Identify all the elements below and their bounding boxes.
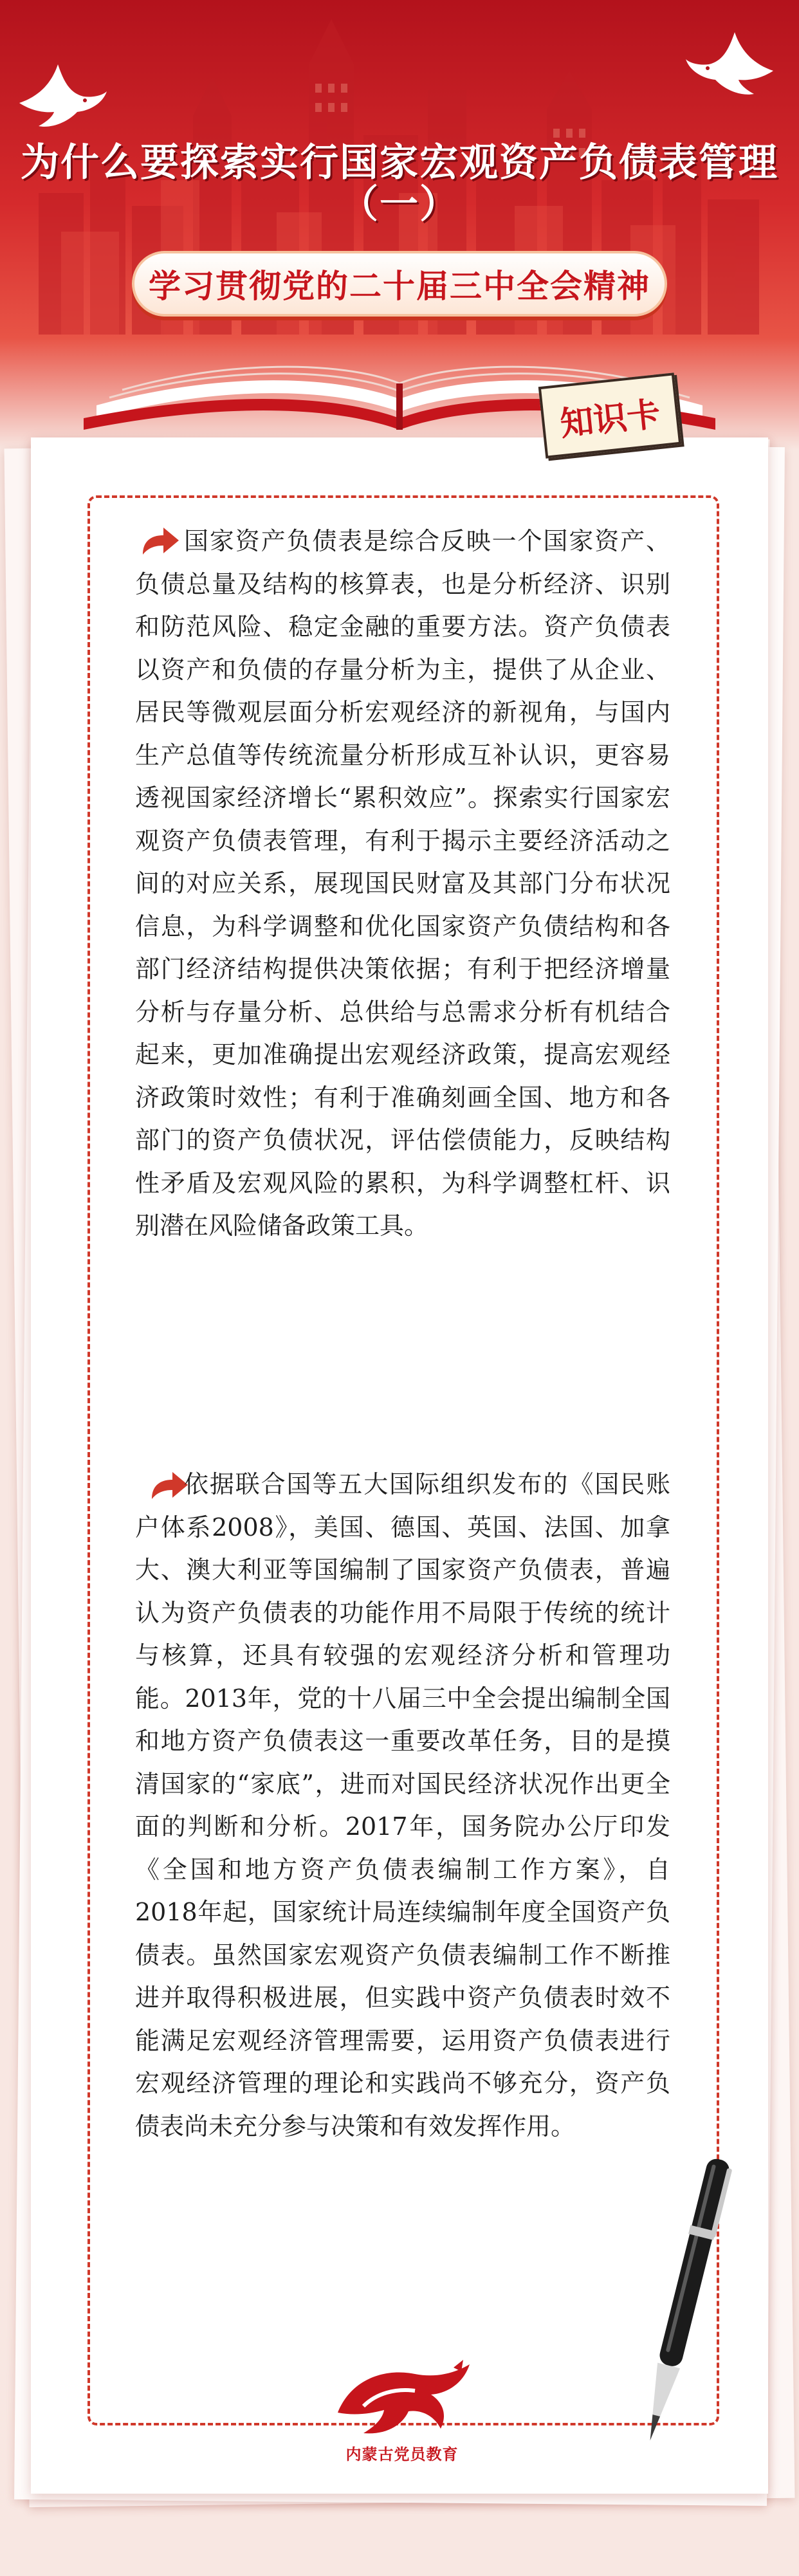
page-title: 为什么要探索实行国家宏观资产负债表管理 [21,140,778,185]
header-banner [0,0,799,450]
subtitle-banner [132,251,667,317]
pen-icon [634,2149,737,2451]
page-title-suffix: （一） [340,182,459,227]
dove-icon [683,26,780,103]
content-paragraph: 依据联合国等五大国际组织发布的《国民账户体系2008》，美国、德国、英国、法国、加拿大、澳大利亚等国编制了国家资产负债表，普遍认为资产负债表的功能作用不局限于传统的统计与核算，还具有较强的宏观经济分析和管理功能。2013年，党的十八届三中全会提出编制全国和地方资产负债表这一重要改革任务，目的是摸清国家的“家底”，进而对国民经济状况作出更全面的判断和分析。2017年，国务院办公厅印发《全国和地方资产负债表编制工作方案》，自2018年起，国家统计局连续编制年度全国资产负债表。虽然国家宏观资产负债表编制工作不断推进并取得积极进展，但实践中资产负债表时效不能满足宏观经济管理需要，运用资产负债表进行宏观经济管理的理论和实践尚不够充分，资产负债表尚未充分参与决策和有效发挥作用。 [135,1470,670,2140]
content-paragraph: 国家资产负债表是综合反映一个国家资产、负债总量及结构的核算表，也是分析经济、识别和防范风险、稳定金融的重要方法。资产负债表以资产和负债的存量分析为主，提供了从企业、居民等微观层面分析宏观经济的新视角，与国内生产总值等传统流量分析形成互补认识，更容易透视国家经济增长“累积效应”。探索实行国家宏观资产负债表管理，有利于揭示主要经济活动之间的对应关系，展现国民财富及其部门分布状况信息，为科学调整和优化国家资产负债结构和各部门经济结构提供决策依据；有利于把经济增量分析与存量分析、总供给与总需求分析有机结合起来，更加准确提出宏观经济政策，提高宏观经济政策时效性；有利于准确刻画全国、地方和各部门的资产负债状况，评估偿债能力，反映结构性矛盾及宏观风险的累积，为科学调整杠杆、识别潜在风险储备政策工具。 [135,527,670,1240]
knowledge-card-badge [538,373,682,459]
logo-icon [325,2355,479,2445]
subtitle-text: 学习贯彻党的二十届三中全会精神 [149,268,650,305]
badge-label: 知识卡 [558,394,663,444]
dove-icon [13,58,109,135]
logo-text: 内蒙古党员教育 [345,2445,459,2463]
